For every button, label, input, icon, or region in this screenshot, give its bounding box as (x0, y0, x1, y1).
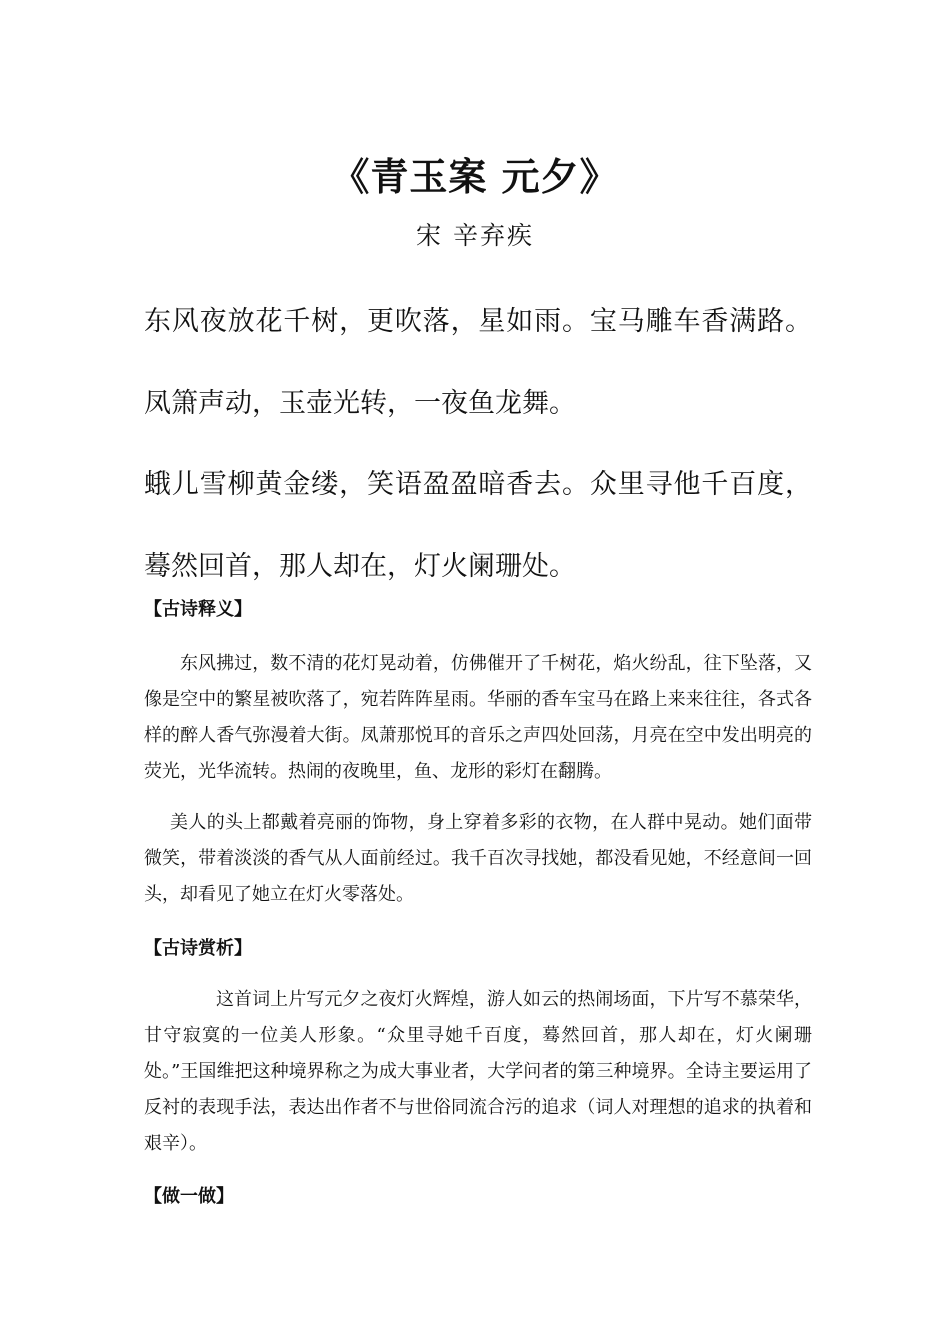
poem-stanza-1: 东风夜放花千树，更吹落，星如雨。宝马雕车香满路。凤箫声动，玉壶光转，一夜鱼龙舞。 (144, 306, 812, 419)
exercise-heading: 【做一做】 (144, 1186, 234, 1207)
poem-title: 《青玉案 元夕》 (331, 155, 619, 200)
interpretation-paragraph-1: 东风拂过，数不清的花灯晃动着，仿佛催开了千树花，焰火纷乱，往下坠落，又像是空中的繁星被吹落了，宛若阵阵星雨。华丽的香车宝马在路上来来往往，各式各样的醉人香气弥漫着大街。凤萧那悦耳的音乐之声四处回荡，月亮在空中发出明亮的荧光，光华流转。热闹的夜晚里，鱼、龙形的彩灯在翻腾。 (144, 653, 812, 782)
poem-author: 宋 辛弃疾 (416, 221, 534, 250)
interpretation-paragraph-2: 美人的头上都戴着亮丽的饰物，身上穿着多彩的衣物，在人群中晃动。她们面带微笑，带着淡淡的香气从人面前经过。我千百次寻找她，都没看见她，不经意间一回头，却看见了她立在灯火零落处。 (144, 812, 812, 905)
interpretation-heading: 【古诗释义】 (144, 599, 252, 620)
poem-stanza-2: 蛾儿雪柳黄金缕，笑语盈盈暗香去。众里寻他千百度，蓦然回首，那人却在，灯火阑珊处。 (144, 469, 812, 582)
appreciation-paragraph: 这首词上片写元夕之夜灯火辉煌，游人如云的热闹场面，下片写不慕荣华，甘守寂寞的一位美人形象。“众里寻她千百度，蓦然回首，那人却在，灯火阑珊处。”王国维把这种境界称之为成大事业者，大学问者的第三种境界。全诗主要运用了反衬的表现手法，表达出作者不与世俗同流合污的追求（词人对理想的追求的执着和艰辛）。 (144, 989, 812, 1154)
appreciation-heading: 【古诗赏析】 (144, 938, 252, 959)
